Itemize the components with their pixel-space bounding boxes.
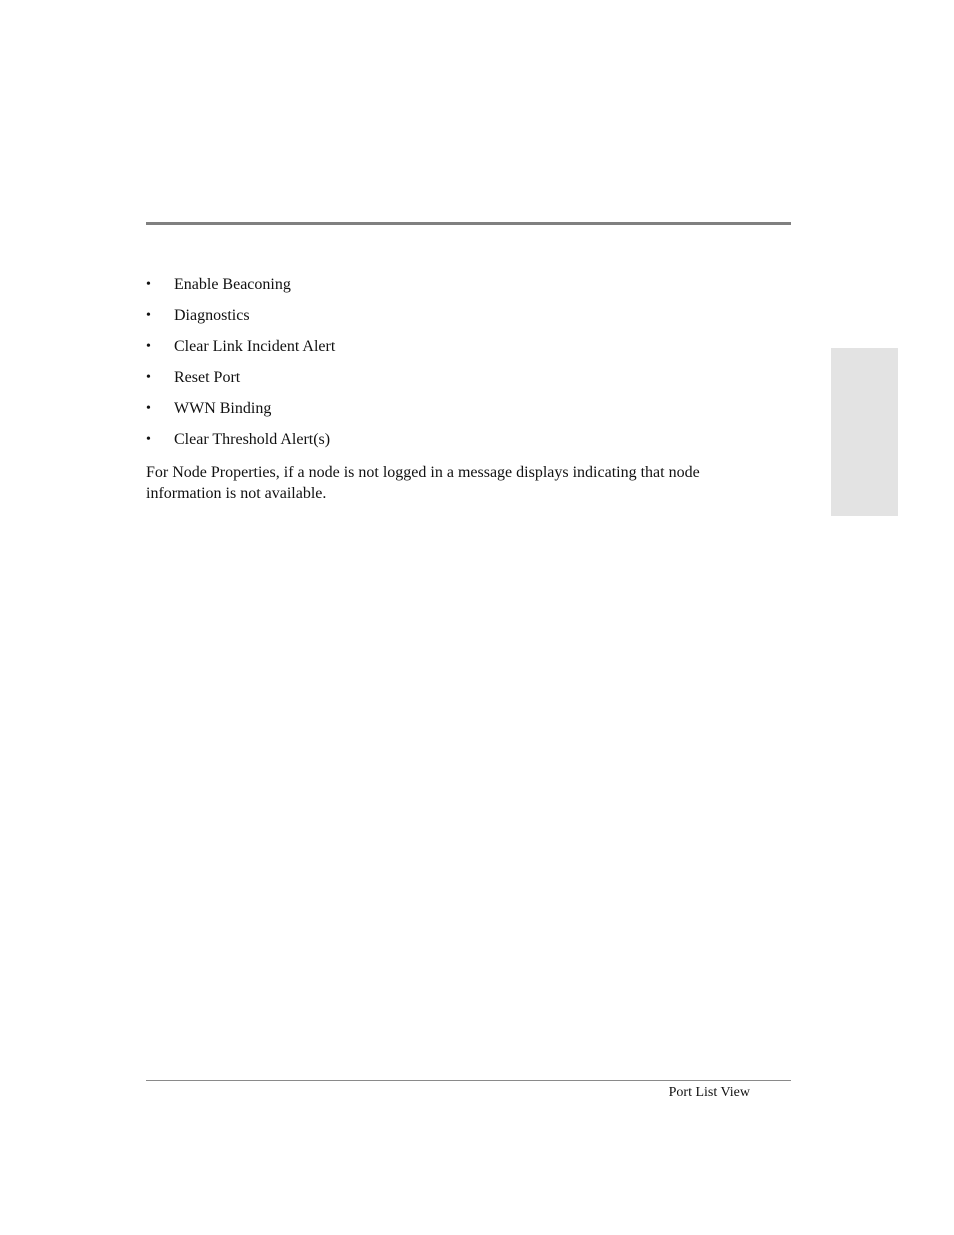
bullet-icon: • xyxy=(146,432,151,447)
list-item-text: Clear Threshold Alert(s) xyxy=(174,431,331,448)
bullet-icon: • xyxy=(146,370,151,385)
bullet-icon: • xyxy=(146,308,151,323)
bullet-icon: • xyxy=(146,339,151,354)
list-item-text: Reset Port xyxy=(174,369,241,386)
bullet-icon: • xyxy=(146,277,151,292)
list-item-text: Diagnostics xyxy=(174,307,250,324)
footer-section-title: Port List View xyxy=(668,1085,750,1100)
list-item-text: WWN Binding xyxy=(174,400,272,417)
footer-rule xyxy=(146,1080,791,1081)
body-paragraph: For Node Properties, if a node is not logged in a message displays indicating that node information is not available. xyxy=(146,464,700,502)
list-item-text: Clear Link Incident Alert xyxy=(174,338,336,355)
list-item-text: Enable Beaconing xyxy=(174,276,291,293)
chapter-side-tab xyxy=(831,348,898,516)
bullet-icon: • xyxy=(146,401,151,416)
header-rule xyxy=(146,222,791,225)
